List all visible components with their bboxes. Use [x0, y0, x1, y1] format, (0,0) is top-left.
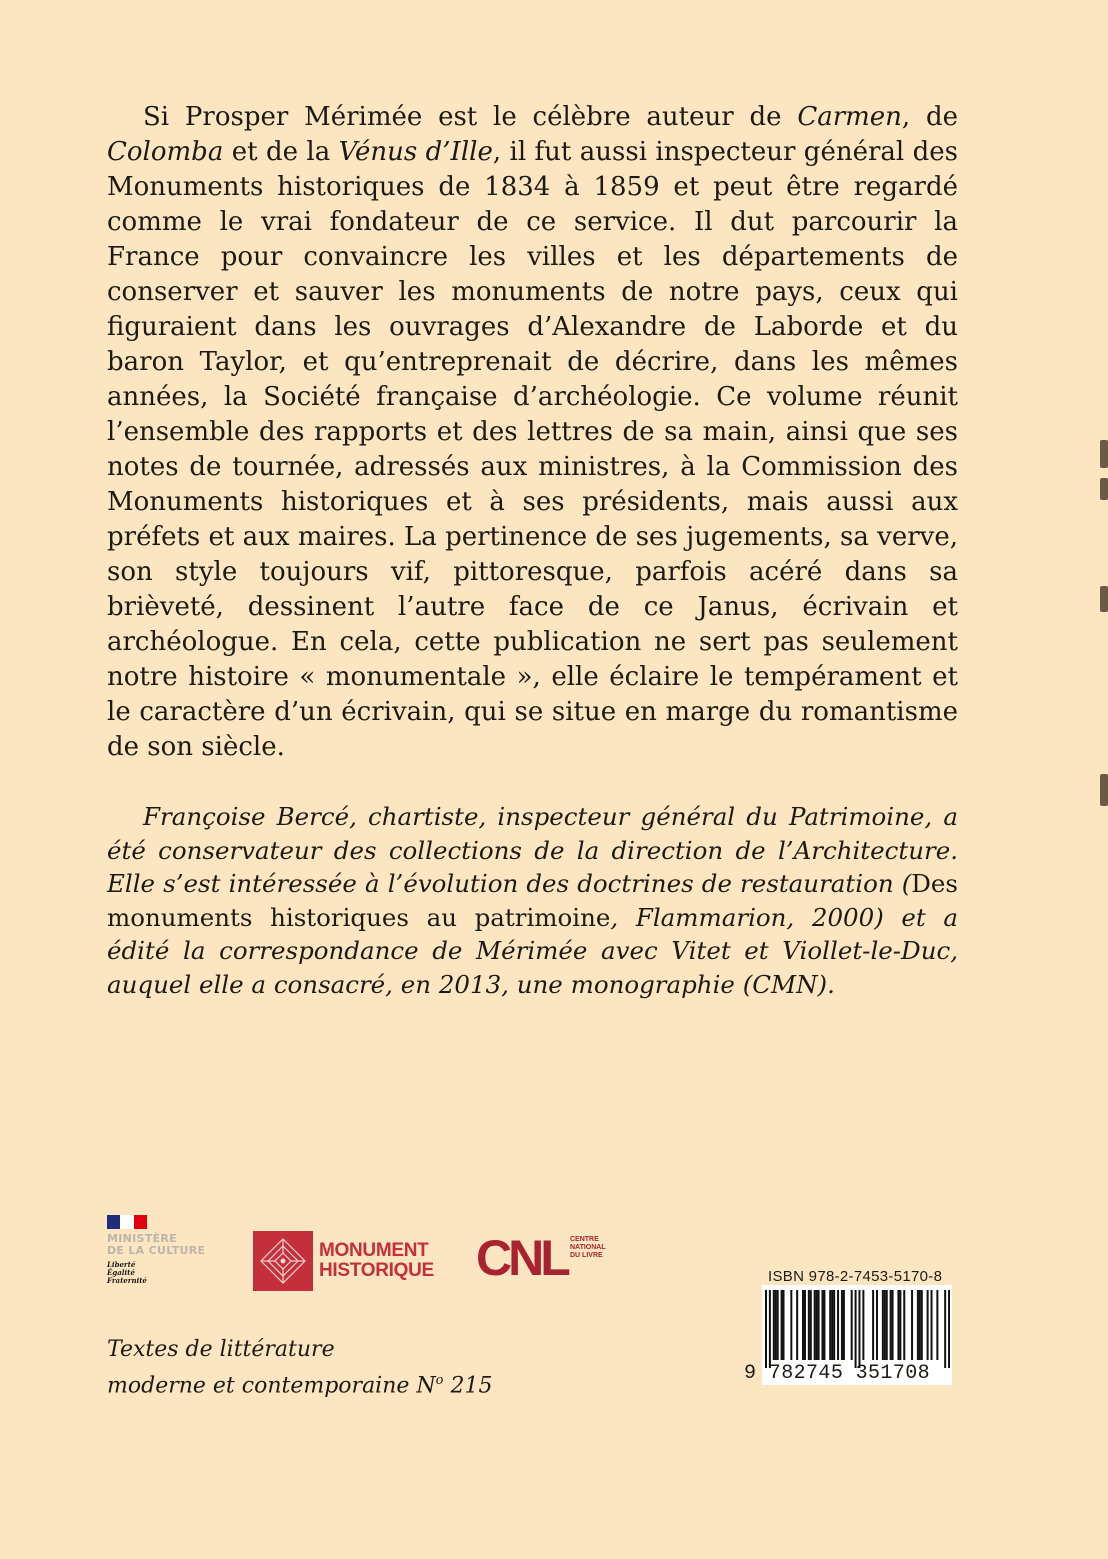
barcode-bar	[892, 1290, 894, 1360]
spine-mark	[1100, 440, 1108, 468]
summary-text-1: Si Prosper Mérimée est le célèbre auteur de	[143, 102, 798, 132]
motto-liberte: Liberté	[107, 1260, 136, 1269]
monument-historique-wordmark	[319, 1241, 434, 1281]
collection-line-2-prefix: moderne et contemporaine N	[107, 1373, 436, 1399]
ministere-line-1: MINISTÈRE	[107, 1232, 177, 1245]
barcode-bar	[851, 1290, 853, 1360]
spine-mark	[1100, 586, 1108, 612]
barcode-bar	[884, 1290, 886, 1360]
collection-line-1: Textes de littérature	[107, 1337, 335, 1362]
monument-labyrinth-icon	[253, 1231, 313, 1291]
barcode-bar	[781, 1290, 783, 1360]
barcode-bar	[775, 1290, 777, 1360]
book-summary	[107, 100, 958, 765]
barcode-bar	[769, 1290, 771, 1368]
cnl-small-line-3: DU LIVRE	[570, 1252, 603, 1259]
barcode-bar	[765, 1290, 767, 1368]
barcode-bar	[876, 1290, 878, 1360]
barcode-bar	[823, 1290, 825, 1360]
monument-historique-logo	[253, 1230, 453, 1292]
title-carmen: Carmen	[797, 102, 902, 132]
barcode-digits: 9 782745 351708	[744, 1362, 931, 1385]
summary-text-4: , il fut aussi inspecteur général des Monuments historiques de 1834 à 1859 et peut être regardé comme le vrai fondateur de ce service. Il dut parcourir la France pour convaincre les villes et les départements de conserver et sauver les monuments de notre pays, ceux qui figuraient dans les ouvrages d’Alexandre de Laborde et du baron Taylor, et qu’entreprenait de décrire, dans les mêmes années, la Société française d’archéologie. Ce volume réunit l’ensemble des rapports et des lettres de sa main, ainsi que ses notes de tournée, adressés aux ministres, à la Commission des Monuments historiques et à ses présidents, mais aussi aux préfets et aux maires. La pertinence de ses jugements, sa verve, son style toujours vif, pittoresque, parfois acéré dans sa brièveté, dessinent l’autre face de ce Janus, écrivain et archéologue. En cela, cette publication ne sert pas seulement notre histoire « monumentale », elle éclaire le tempérament et le caractère d’un écrivain, qui se situe en marge du romantisme de son siècle.	[107, 137, 958, 762]
motto-egalite: Égalité	[107, 1268, 135, 1277]
barcode-bar	[821, 1290, 823, 1360]
summary-text-2: , de	[901, 102, 959, 132]
barcode-bar	[897, 1290, 899, 1360]
motto-fraternite: Fraternité	[107, 1276, 147, 1285]
title-colomba: Colomba	[107, 137, 224, 167]
barcode-bar	[899, 1290, 901, 1360]
spine-mark	[1100, 478, 1108, 500]
barcode-bar	[890, 1290, 892, 1360]
republic-motto	[107, 1261, 237, 1285]
barcode-bar	[919, 1290, 921, 1360]
ministere-name	[107, 1233, 237, 1257]
barcode-bar	[816, 1290, 818, 1360]
collection-number: 215	[443, 1373, 493, 1399]
barcode-bar	[773, 1290, 775, 1360]
flag-white	[120, 1215, 133, 1229]
cnl-wordmark: CNL	[476, 1230, 567, 1286]
barcode-bar	[833, 1290, 835, 1360]
barcode-bar	[948, 1290, 950, 1368]
flag-blue	[107, 1215, 120, 1229]
cnl-full-name	[570, 1236, 606, 1260]
barcode-bar	[810, 1290, 812, 1360]
barcode-bar	[804, 1290, 806, 1360]
barcode-bar	[831, 1290, 833, 1360]
barcode-bar	[903, 1290, 905, 1360]
barcode-icon	[765, 1290, 950, 1368]
barcode-bar	[814, 1290, 816, 1360]
barcode-bar	[841, 1290, 843, 1360]
collection-info	[107, 1334, 492, 1401]
barcode-bar	[777, 1290, 779, 1360]
barcode-bar	[783, 1290, 785, 1360]
barcode-bar	[931, 1290, 933, 1360]
barcode-bar	[882, 1290, 884, 1360]
monument-line-1: MONUMENT	[319, 1240, 429, 1261]
barcode-bar	[872, 1290, 874, 1360]
barcode-bar	[855, 1290, 857, 1368]
cnl-small-line-2: NATIONAL	[570, 1244, 606, 1251]
barcode-bar	[802, 1290, 804, 1360]
summary-text-3: et de la	[223, 137, 339, 167]
barcode-bar	[796, 1290, 798, 1360]
barcode-bar	[927, 1290, 929, 1360]
barcode-bar	[818, 1290, 820, 1360]
barcode-bar	[862, 1290, 864, 1360]
bio-book-title: Des monuments historiques au patrimoine	[107, 869, 958, 932]
barcode-bar	[921, 1290, 923, 1360]
author-bio	[107, 800, 958, 1001]
barcode-bar	[944, 1290, 946, 1368]
spine-mark	[1100, 774, 1108, 806]
bio-text-2: , Flammarion, 2000) et a édité la correspondance de Mérimée avec Vitet et Viollet-le-Duc, auquel elle a consacré, en 2013, une monographie (CMN).	[107, 902, 958, 999]
cnl-small-line-1: CENTRE	[570, 1236, 599, 1243]
cnl-logo	[476, 1228, 616, 1298]
barcode-bar	[829, 1290, 831, 1360]
barcode-bar	[917, 1290, 919, 1360]
collection-number-sup: o	[435, 1373, 444, 1388]
barcode-bar	[837, 1290, 839, 1360]
ministere-culture-logo	[107, 1215, 237, 1300]
barcode-bar	[858, 1290, 860, 1368]
barcode-bar	[886, 1290, 888, 1360]
title-venus-d-ille: Vénus d’Ille	[338, 137, 493, 167]
barcode-bar	[911, 1290, 913, 1360]
barcode-bar	[808, 1290, 810, 1360]
barcode-bar	[843, 1290, 845, 1360]
isbn-label: ISBN 978-2-7453-5170-8	[768, 1268, 943, 1285]
french-flag-icon	[107, 1215, 147, 1229]
flag-red	[134, 1215, 147, 1229]
ministere-line-2: DE LA CULTURE	[107, 1244, 206, 1257]
bio-text-1: Françoise Bercé, chartiste, inspecteur général du Patrimoine, a été conservateur des collections de la direction de l’Architecture. Elle s’est intéressée à l’évolution des doctrines de restauration (	[107, 802, 958, 898]
barcode-bar	[936, 1290, 938, 1360]
barcode-bar	[790, 1290, 792, 1360]
monument-line-2: HISTORIQUE	[319, 1260, 434, 1281]
